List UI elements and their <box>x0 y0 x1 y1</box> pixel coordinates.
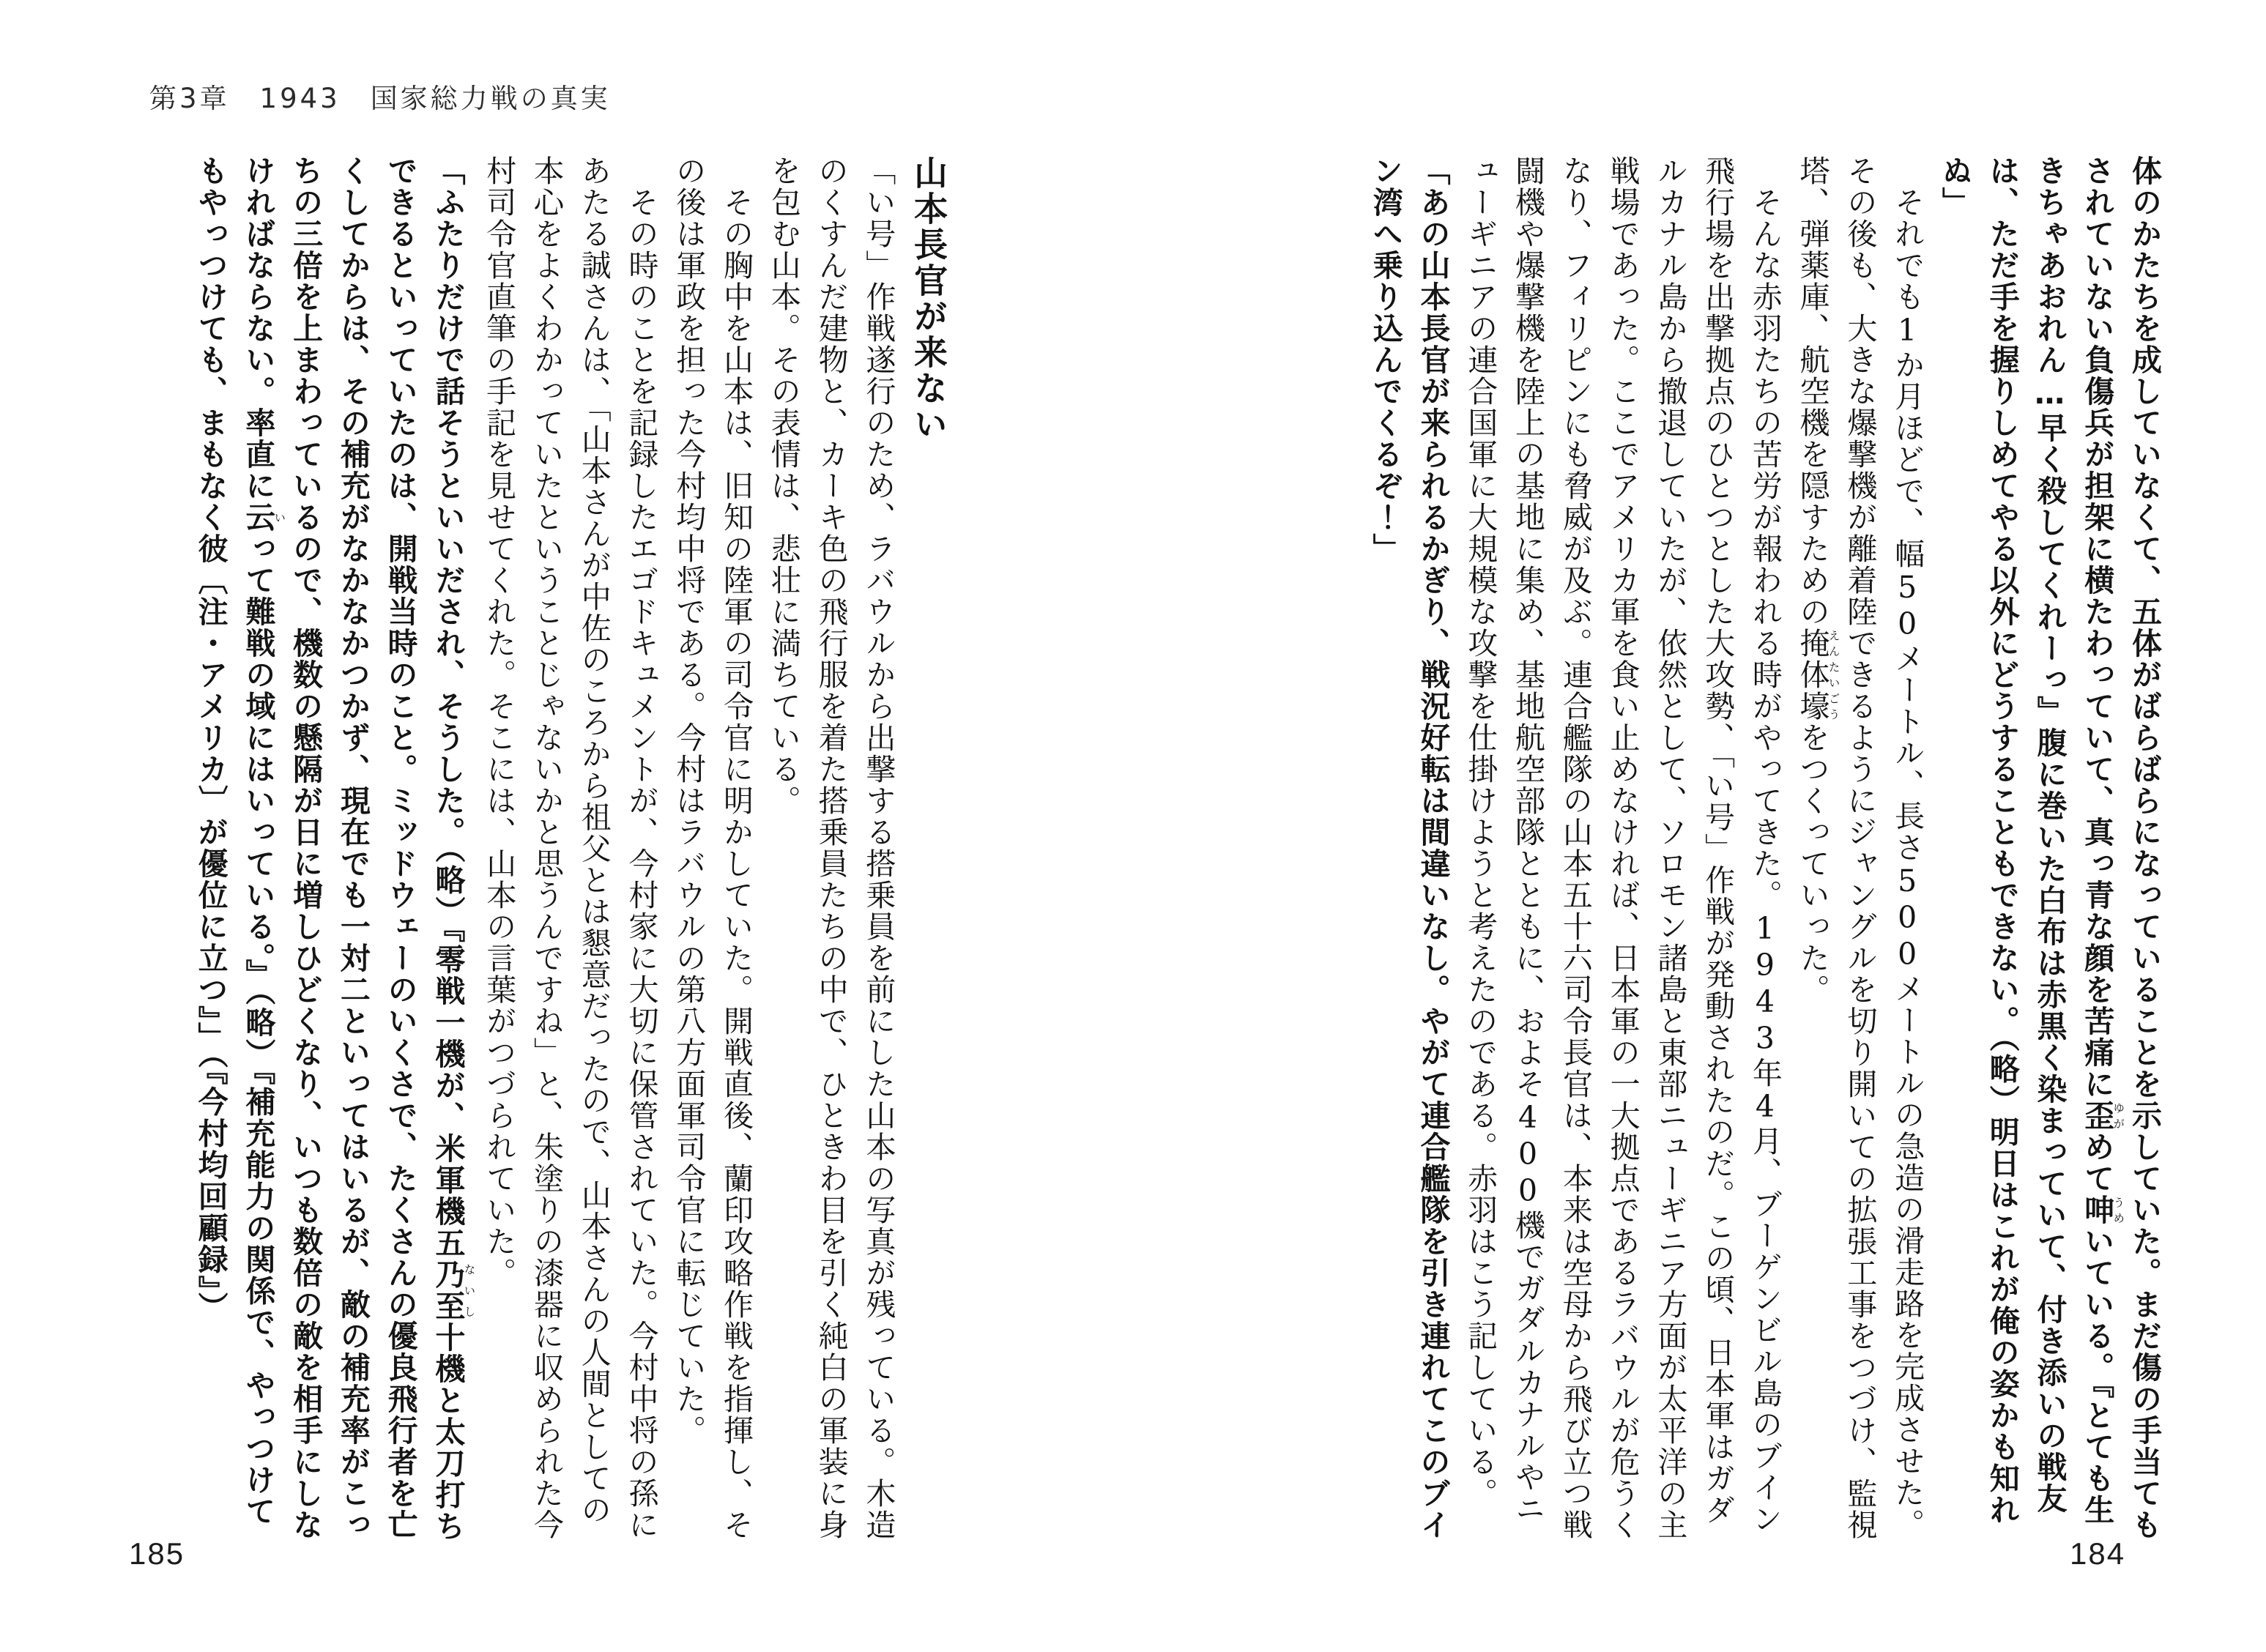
bold-quote-paragraph: 体のかたちを成していなくて、五体がばらばらになっていることを示していた。まだ傷の手当てもされていない負傷兵が担架に横たわっていて、真っ青な顔を苦痛に歪ゆがめて呻うめいている。『とても生きちゃあおれん…早く殺してくれーっ』腹に巻いた白布は赤黒く染まっていて、付き添いの戦友は、ただ手を握りしめてやる以外にどうすることもできない。（略）明日はこれが俺の姿かも知れぬ」 <box>1936 155 2162 1541</box>
left-page-number: 185 <box>129 1536 185 1571</box>
body-paragraph: それでも1か月ほどで、幅50メートル、長さ500メートルの急造の滑走路を完成させた。その後も、大きな爆撃機が離着陸できるようにジャングルを切り開いての拡張工事をつづけ、監視塔、弾薬庫、航空機を隠すための掩体壕えんたいごうをつくっていった。 <box>1794 155 1925 1541</box>
chapter-running-head: 第3章 1943 国家総力戦の真実 <box>149 83 611 114</box>
ruby-annotated-word: 掩体壕えんたいごう <box>1794 628 1840 722</box>
ruby-annotated-word: 云い <box>240 502 286 533</box>
ruby-annotated-word: 乃至ないし <box>430 1259 476 1322</box>
body-paragraph: 「い号」作戦遂行のため、ラバウルから出撃する搭乗員を前にした山本の写真が残っている。木造のくすんだ建物と、カーキ色の飛行服を着た搭乗員たちの中で、ひときわ目を引く純白の軍装に身を包む山本。その表情は、悲壮に満ちている。 <box>765 155 896 1541</box>
right-page-number: 184 <box>2070 1536 2126 1571</box>
section-heading: 山本長官が来ない <box>909 155 948 442</box>
body-paragraph: そんな赤羽たちの苦労が報われる時がやってきた。1943年4月、ブーゲンビル島のブイン飛行場を出撃拠点のひとつとした大攻勢、「い号」作戦が発動されたのだ。この頃、日本軍はガダルカナル島から撤退していたが、依然として、ソロモン諸島と東部ニューギニア方面が太平洋の主戦場であった。ここでアメリカ軍を食い止めなければ、日本軍の一大拠点であるラバウルが危うくなり、フィリピンにも脅威が及ぶ。連合艦隊の山本五十六司令長官は、本来は空母から飛び立つ戦闘機や爆撃機を陸上の基地に集め、基地航空部隊とともに、およそ400機でガダルカナルやニューギニアの連合国軍に大規模な攻撃を仕掛けようと考えたのである。赤羽はこう記している。 <box>1463 155 1783 1541</box>
body-paragraph: その時のことを記録したエゴドキュメントが、今村家に大切に保管されていた。今村中将の孫にあたる誠さんは、「山本さんが中佐のころから祖父とは懇意だったので、山本さんの人間としての本心をよくわかっていたということじゃないかと思うんですね」と、朱塗りの漆器に収められた今村司令官直筆の手記を見せてくれた。そこには、山本の言葉がつづられていた。 <box>481 155 659 1541</box>
bold-quote-paragraph: 「あの山本長官が来られるかぎり、戦況好転は間違いなし。やがて連合艦隊を引き連れてこのブイン湾へ乗り込んでくるぞ！」 <box>1367 155 1451 1541</box>
ruby-annotated-word: 呻うめ <box>2079 1194 2125 1226</box>
ruby-annotated-word: 歪ゆが <box>2079 1100 2125 1131</box>
body-paragraph: その胸中を山本は、旧知の陸軍の司令官に明かしていた。開戦直後、蘭印攻略作戦を指揮し、その後は軍政を担った今村均中将である。今村はラバウルの第八方面軍司令官に転じていた。 <box>671 155 754 1541</box>
right-page-text <box>1194 155 2168 1547</box>
bold-quote-paragraph: 「ふたりだけで話そうといいだされ、そうした。（略）『零戦一機が、米軍機五乃至ないし十機と太刀打ちできるといっていたのは、開戦当時のこと。ミッドウェーのいくさで、たくさんの優良飛行者を亡くしてからは、その補充がなかなかつかず、現在でも一対二といってはいるが、敵の補充率がこっちの三倍を上まわっているので、機数の懸隔が日に増しひどくなり、いつも数倍の敵を相手にしなければならない。率直に云いって難戦の域にはいっている。』（略）『補充能力の関係で、やっつけてもやっつけても、まもなく彼〔注・アメリカ〕が優位に立つ』」（『今村均回顧録』） <box>193 155 476 1542</box>
left-page-text <box>82 155 955 1547</box>
